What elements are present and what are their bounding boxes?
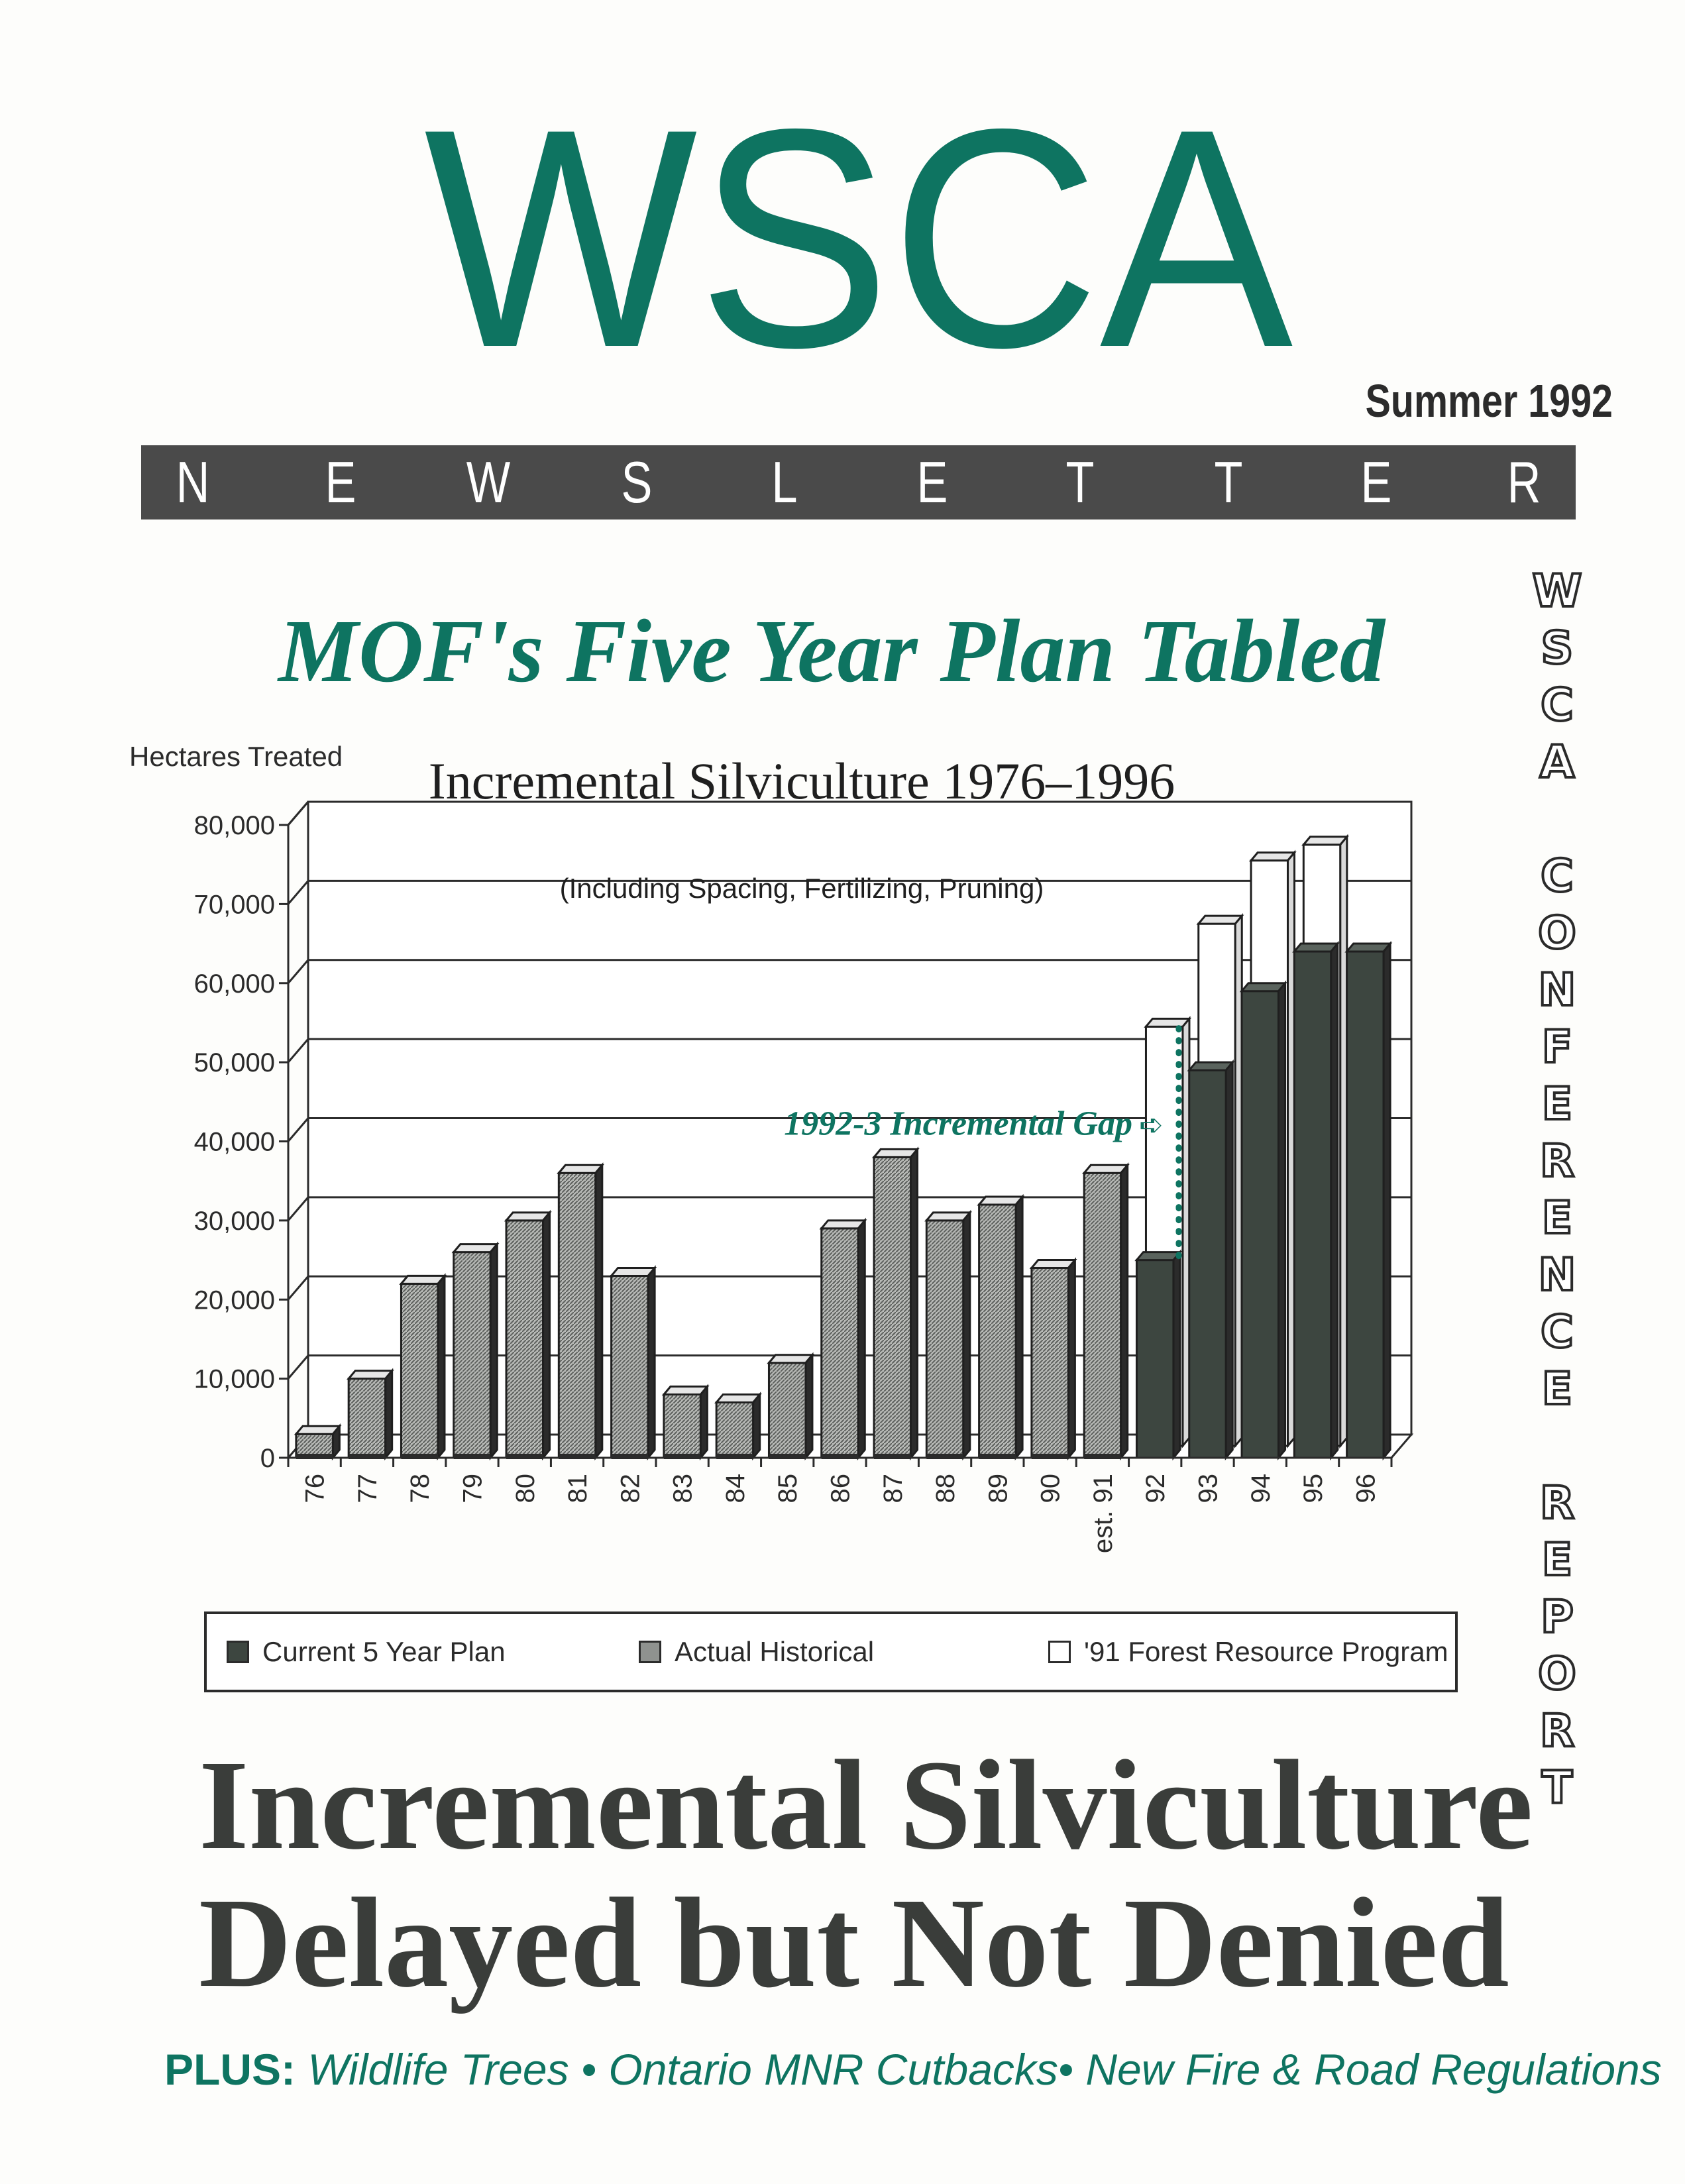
y-tick-label: 40,000 [193,1127,275,1157]
bar-current-plan [1136,1252,1180,1458]
bar-current-plan-front [1294,952,1331,1458]
bar-actual-historical [716,1394,760,1458]
sidebar-letter: N [1538,1249,1576,1301]
bar-actual-historical-front [401,1283,438,1458]
bar-actual-historical-side [596,1165,602,1458]
banner-letter: E [916,449,948,515]
banner-letter: R [1507,449,1541,515]
bar-actual-historical-front [664,1395,700,1458]
chart-legend [204,1611,1458,1692]
bar-actual-historical-side [438,1276,445,1458]
x-tick-label: 81 [563,1474,593,1503]
sidebar-letter: T [1541,1762,1573,1814]
gridline-side [288,960,308,983]
bar-actual-historical-front [769,1363,806,1458]
banner-letter: N [176,449,210,515]
sidebar-letter: E [1541,1192,1573,1244]
y-tick-label: 80,000 [193,811,275,840]
bar-actual-historical-front [612,1276,649,1458]
bar-actual-historical [612,1268,655,1458]
y-tick-label: 70,000 [193,890,275,920]
bar-actual-historical-front [1032,1268,1069,1458]
bar-current-plan-front [1189,1070,1226,1458]
legend-label: Actual Historical [675,1636,875,1667]
gap-annotation: 1992-3 Incremental Gap [784,1105,1132,1143]
sidebar-letter: E [1541,1534,1573,1586]
x-tick-label: 79 [458,1474,488,1503]
sidebar-letter: O [1538,907,1576,959]
bar-actual-historical-front [979,1205,1016,1458]
banner-letter: W [466,449,511,515]
bar-actual-historical [769,1355,812,1458]
x-tick-label: est. 91 [1088,1474,1118,1554]
y-axis-label: Hectares Treated [129,741,343,772]
x-tick-label: 76 [300,1474,330,1503]
bar-current-plan-front [1242,991,1279,1458]
x-tick-label: 83 [668,1474,698,1503]
legend-swatch-actual-historical [639,1641,661,1663]
sidebar-letter: C [1541,850,1574,902]
bar-current-plan-side [1279,983,1285,1458]
x-tick-label: 78 [406,1474,435,1503]
silviculture-chart [113,736,1458,1610]
bar-actual-historical-side [386,1371,392,1458]
bar-actual-historical [979,1197,1023,1458]
chart-title: Incremental Silviculture 1976–1996 [428,752,1175,810]
sidebar-letter: F [1541,1021,1573,1073]
bar-actual-historical-front [506,1221,543,1458]
legend-label: Current 5 Year Plan [262,1636,506,1667]
legend-item-current-plan [227,1614,506,1690]
bar-actual-historical-side [1121,1165,1128,1458]
legend-item-actual-historical [639,1614,874,1690]
bar-actual-historical [926,1213,970,1458]
chart-subtitle: (Including Spacing, Fertilizing, Pruning) [559,873,1044,904]
x-tick-label: 82 [616,1474,645,1503]
sidebar-letter: W [1532,565,1582,618]
y-tick-label: 60,000 [193,969,275,999]
bar-actual-historical-front [926,1221,963,1458]
y-tick-label: 0 [260,1444,275,1473]
bar-actual-historical-side [648,1268,655,1458]
bar-actual-historical-front [716,1402,753,1458]
bar-actual-historical-side [1016,1197,1022,1458]
bar-actual-historical [349,1371,392,1458]
sidebar-letter: C [1541,1306,1574,1358]
feature-headline-line: Incremental Silviculture [199,1733,1533,1876]
bar-actual-historical [1084,1165,1128,1458]
gridline-side [288,881,308,904]
banner-letter: E [1360,449,1392,515]
bar-current-plan-front [1347,952,1384,1458]
banner-letter: T [1214,449,1243,515]
gap-arrow-icon: ➪ [1138,1108,1164,1142]
banner-letter: S [621,449,653,515]
x-tick-label: 88 [931,1474,961,1503]
gridline-side [288,802,308,825]
y-tick-label: 10,000 [193,1364,275,1394]
bar-actual-historical-side [543,1213,550,1458]
plus-label: PLUS: [164,2045,296,2094]
bar-actual-historical-front [454,1252,491,1458]
sidebar-letter: N [1538,964,1576,1016]
sidebar-letter: R [1539,1135,1575,1187]
sidebar-letter: S [1541,622,1574,675]
feature-story-headline [199,1733,1533,2014]
bar-actual-historical [1032,1260,1075,1458]
gridline-side [288,1119,308,1142]
bar-actual-historical-side [858,1221,865,1458]
bar-actual-historical-front [822,1228,859,1458]
bar-current-plan-side [1226,1062,1232,1458]
bar-actual-historical [454,1244,498,1458]
banner-letter: L [771,449,798,515]
sidebar-letter: C [1541,679,1574,732]
banner-letter: E [325,449,356,515]
bar-current-plan-side [1331,944,1338,1458]
x-tick-label: 96 [1351,1474,1381,1503]
x-tick-label: 87 [878,1474,908,1503]
x-tick-label: 85 [773,1474,803,1503]
bar-actual-historical-side [806,1355,812,1458]
bar-current-plan-side [1173,1252,1180,1458]
masthead-title: WSCA [424,64,1293,412]
lead-headline: MOF's Five Year Plan Tabled [278,602,1385,701]
bar-actual-historical [559,1165,602,1458]
bar-actual-historical [664,1387,707,1458]
gridline-side [288,1197,308,1221]
sidebar-letter: R [1539,1705,1575,1757]
bar-actual-historical [296,1426,339,1458]
bar-actual-historical-side [963,1213,970,1458]
x-tick-label: 90 [1036,1474,1065,1503]
x-tick-label: 93 [1193,1474,1223,1503]
issue-date: Summer 1992 [1365,375,1613,427]
bar-actual-historical [506,1213,550,1458]
x-tick-label: 94 [1246,1474,1276,1503]
x-tick-label: 84 [720,1474,750,1503]
bar-current-plan-front [1136,1260,1173,1458]
bar-current-plan-side [1384,944,1390,1458]
y-tick-label: 20,000 [193,1285,275,1315]
bar-current-plan [1242,983,1285,1458]
bar-actual-historical-front [874,1157,911,1458]
bar-actual-historical-front [349,1379,386,1458]
x-tick-label: 77 [353,1474,382,1503]
sidebar-letter: R [1539,1477,1575,1529]
bar-actual-historical-front [559,1173,596,1458]
bar-actual-historical [822,1221,865,1458]
bar-actual-historical [401,1276,445,1458]
bar-actual-historical-side [700,1387,707,1458]
x-tick-label: 95 [1299,1474,1329,1503]
sidebar-letter: E [1541,1078,1573,1130]
x-tick-label: 92 [1141,1474,1171,1503]
y-tick-label: 50,000 [193,1048,275,1078]
bar-current-plan [1189,1062,1233,1458]
legend-label: '91 Forest Resource Program [1084,1636,1448,1667]
legend-swatch-current-plan [227,1641,249,1663]
legend-swatch-forest-program [1048,1641,1071,1663]
feature-headline-line: Delayed but Not Denied [199,1871,1509,2014]
x-tick-label: 80 [510,1474,540,1503]
bar-actual-historical [874,1149,918,1458]
legend-item-forest-program [1048,1614,1448,1690]
bar-actual-historical-side [490,1244,497,1458]
bar-current-plan [1294,944,1338,1458]
gridline-side [288,1039,308,1062]
sidebar-letter: A [1539,736,1575,789]
gridline-side [288,1276,308,1299]
plus-teaser [164,2044,1662,2095]
newsletter-banner [141,445,1576,519]
conference-report-sidebar [1517,567,1597,1826]
sidebar-letter: O [1538,1648,1576,1700]
plus-items: Wildlife Trees • Ontario MNR Cutbacks• New Fire & Road Regulations [307,2045,1662,2094]
x-tick-label: 86 [826,1474,855,1503]
banner-letter: T [1065,449,1095,515]
y-tick-label: 30,000 [193,1206,275,1236]
bar-actual-historical-front [1084,1173,1121,1458]
bar-actual-historical-side [1068,1260,1075,1458]
bar-current-plan [1347,944,1391,1458]
bar-actual-historical-side [911,1149,918,1458]
gridline-side [288,1356,308,1379]
bar-actual-historical-side [753,1394,760,1458]
x-tick-label: 89 [983,1474,1013,1503]
sidebar-letter: P [1541,1591,1574,1643]
sidebar-letter: E [1541,1363,1573,1415]
